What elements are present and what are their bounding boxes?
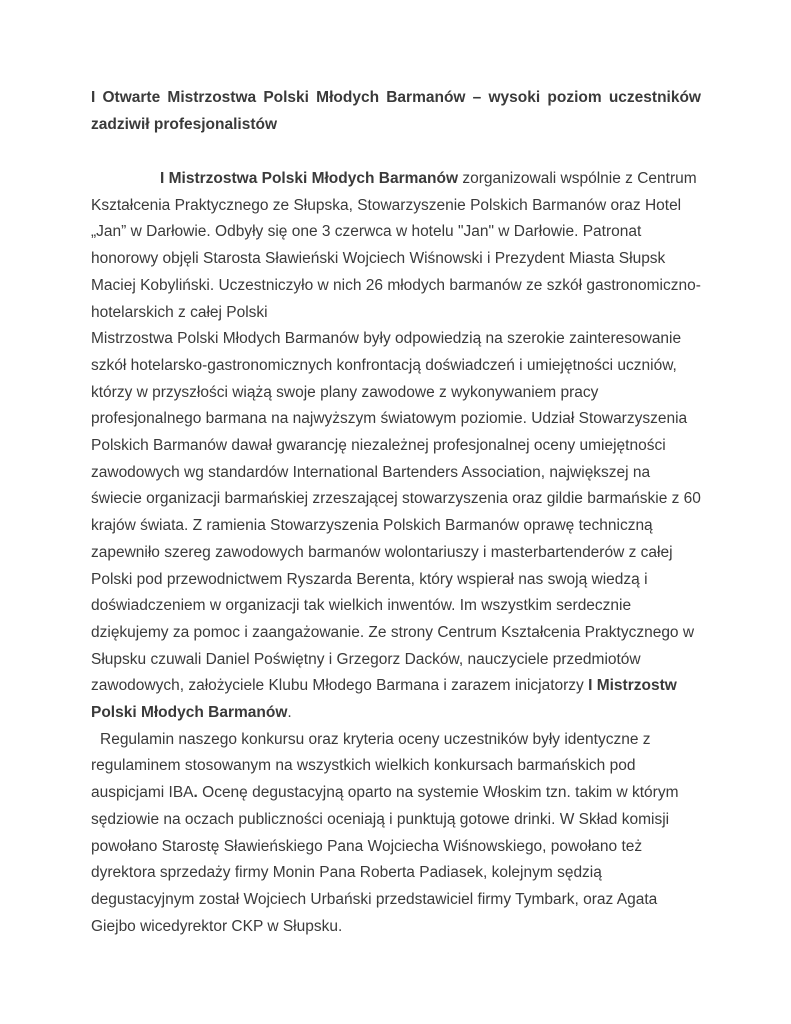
event-name-bold: I Mistrzostwa Polski Młodych Barmanów — [160, 170, 459, 187]
paragraph-rules — [91, 727, 701, 941]
paragraph-details — [91, 326, 701, 727]
paragraph-intro — [91, 166, 701, 326]
intro-text: zorganizowali wspólnie z Centrum Kształcenia Praktycznego ze Słupska, Stowarzyszenie Polskich Barmanów oraz Hotel „Jan” w Darłowie. Odbyły się one 3 czerwca w hotelu "Jan" w Darłowie. Patronat honorowy objęli Starosta Sławieński Wojciech Wiśnowski i Prezydent Miasta Słupsk Maciej Kobyliński. Uczestniczyło w nich 26 młodych barmanów ze szkół gastronomiczno-hotelarskich z całej Polski — [91, 170, 701, 321]
document-page — [91, 84, 701, 940]
article-headline: I Otwarte Mistrzostwa Polski Młodych Barmanów – wysoki poziom uczestników zadziwił profesjonalistów — [91, 89, 701, 133]
event-name-bold-tail: I Mistrzostw Polski Młodych Barmanów — [91, 677, 677, 722]
details-end: . — [287, 704, 292, 722]
rules-text-b: Ocenę degustacyjną oparto na systemie Włoskim tzn. takim w którym sędziowie na oczach publiczności oceniają i punktują gotowe drinki. W Skład komisji powołano Starostę Sławieńskiego Pana Wojciecha Wiśnowskiego, powołano też dyrektora sprzedaży firmy Monin Pana Roberta Padiasek, kolejnym sędzią degustacyjnym został Wojciech Urbański przedstawiciel firmy Tymbark, oraz Agata Giejbo wicedyrektor CKP w Słupsku. — [91, 784, 679, 935]
details-text: Mistrzostwa Polski Młodych Barmanów były odpowiedzią na szerokie zainteresowanie szkół hotelarsko-gastronomicznych konfrontacją doświadczeń i umiejętności uczniów, którzy w przyszłości wiążą swoje plany zawodowe z wykonywaniem pracy profesjonalnego barmana na najwyższym światowym poziomie. Udział Stowarzyszenia Polskich Barmanów dawał gwarancję niezależnej profesjonalnej oceny umiejętności zawodowych wg standardów International Bartenders Association, największej na świecie organizacji barmańskiej zrzeszającej stowarzyszenia oraz gildie barmańskie z 60 krajów świata. Z ramienia Stowarzyszenia Polskich Barmanów oprawę techniczną zapewniło szereg zawodowych barmanów wolontariuszy i masterbartenderów z całej Polski pod przewodnictwem Ryszarda Berenta, który wspierał nas swoją wiedzą i doświadczeniem w organizacji tak wielkich inwentów. Im wszystkim serdecznie dziękujemy za pomoc i zaangażowanie. Ze strony Centrum Kształcenia Praktycznego w Słupsku czuwali Daniel Poświętny i Grzegorz Dacków, nauczyciele przedmiotów zawodowych, założyciele Klubu Młodego Barmana i zarazem inicjatorzy — [91, 330, 701, 695]
rules-text-a: Regulamin naszego konkursu oraz kryteria oceny uczestników były identyczne z regulaminem stosowanym na wszystkich wielkich konkursach barmańskich pod auspicjami IBA — [91, 730, 651, 802]
rules-bold-dot: . — [193, 784, 198, 802]
